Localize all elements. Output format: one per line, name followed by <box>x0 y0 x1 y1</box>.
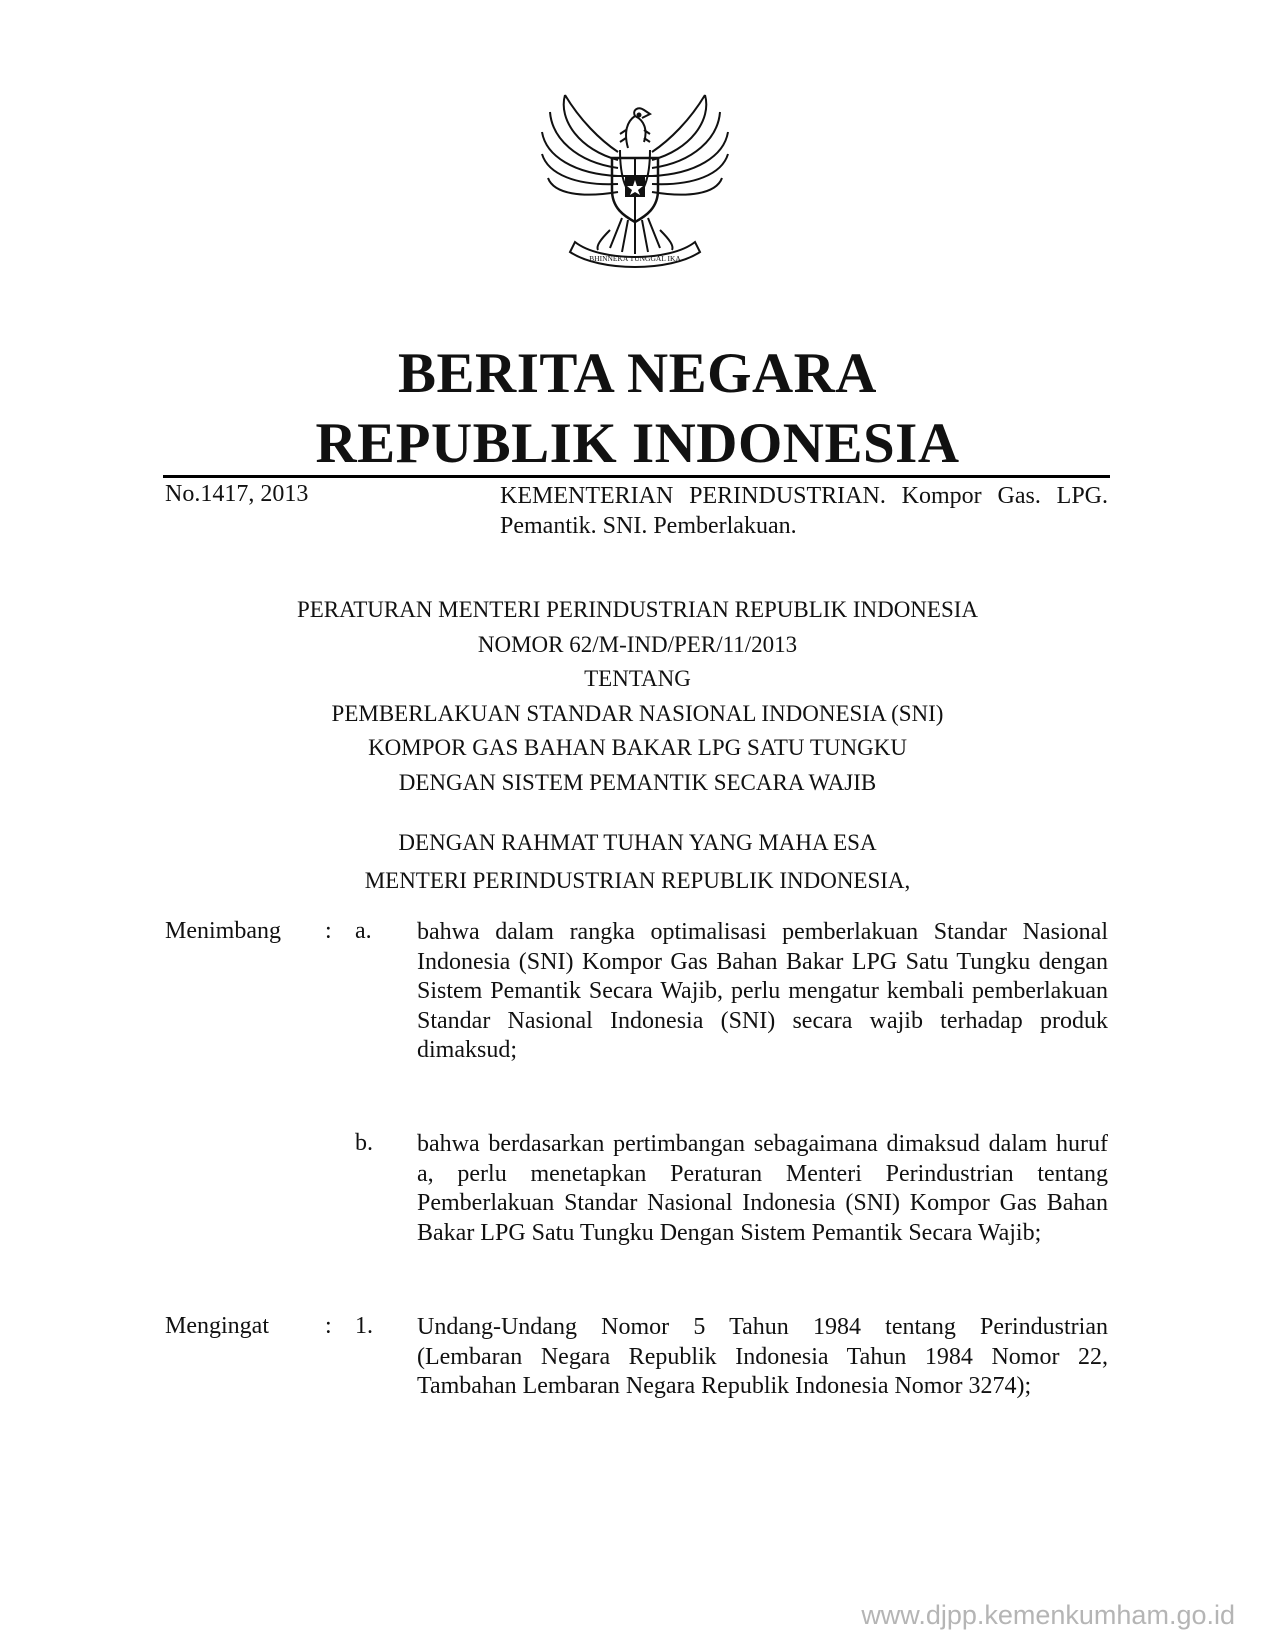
watermark-url: www.djpp.kemenkumham.go.id <box>861 1600 1235 1630</box>
title-line: PEMBERLAKUAN STANDAR NASIONAL INDONESIA (SNI) <box>331 700 944 726</box>
issue-subject: KEMENTERIAN PERINDUSTRIAN. Kompor Gas. LPG. Pemantik. SNI. Pemberlakuan. <box>500 483 1108 539</box>
menimbang-item-marker: a. <box>355 918 372 944</box>
preamble <box>0 824 1275 900</box>
preamble-line: DENGAN RAHMAT TUHAN YANG MAHA ESA <box>398 830 877 855</box>
menimbang-item-text: bahwa dalam rangka optimalisasi pemberlakuan Standar Nasional Indonesia (SNI) Kompor Gas Bahan Bakar LPG Satu Tungku dengan Sistem Pemantik Secara Wajib, perlu mengatur kembali pemberlakuan Standar Nasional Indonesia (SNI) secara wajib terhadap produk dimaksud; <box>417 919 1108 1063</box>
masthead-divider <box>163 475 1110 478</box>
preamble-line: MENTERI PERINDUSTRIAN REPUBLIK INDONESIA, <box>364 868 911 893</box>
garuda-pancasila-emblem-icon <box>540 90 730 275</box>
mengingat-item-text: Undang-Undang Nomor 5 Tahun 1984 tentang Perindustrian (Lembaran Negara Republik Indonesia Tahun 1984 Nomor 22, Tambahan Lembaran Negara Republik Indonesia Nomor 3274); <box>417 1314 1108 1399</box>
title-line: NOMOR 62/M-IND/PER/11/2013 <box>477 631 798 657</box>
title-line: KOMPOR GAS BAHAN BAKAR LPG SATU TUNGKU <box>368 735 907 760</box>
regulation-title <box>0 593 1275 800</box>
title-line: TENTANG <box>584 666 691 691</box>
title-line: PERATURAN MENTERI PERINDUSTRIAN REPUBLIK INDONESIA <box>296 597 979 622</box>
menimbang-colon: : <box>325 918 332 944</box>
menimbang-item-text: bahwa berdasarkan pertimbangan sebagaimana dimaksud dalam huruf a, perlu menetapkan Peraturan Menteri Perindustrian tentang Pemberlakuan Standar Nasional Indonesia (SNI) Kompor Gas Bahan Bakar LPG Satu Tungku Dengan Sistem Pemantik Secara Wajib; <box>417 1131 1108 1246</box>
mengingat-item-marker: 1. <box>355 1313 373 1339</box>
masthead-title-line1: BERITA NEGARA <box>398 342 877 405</box>
menimbang-item-marker: b. <box>355 1130 373 1156</box>
emblem-motto: BHINNEKA TUNGGAL IKA <box>589 254 681 263</box>
title-line: DENGAN SISTEM PEMANTIK SECARA WAJIB <box>398 769 877 795</box>
issue-number: No.1417, 2013 <box>165 481 309 507</box>
masthead-title-line2: REPUBLIK INDONESIA <box>315 412 960 475</box>
mengingat-colon: : <box>325 1313 332 1339</box>
menimbang-label: Menimbang <box>165 918 281 944</box>
mengingat-label: Mengingat <box>165 1313 269 1339</box>
